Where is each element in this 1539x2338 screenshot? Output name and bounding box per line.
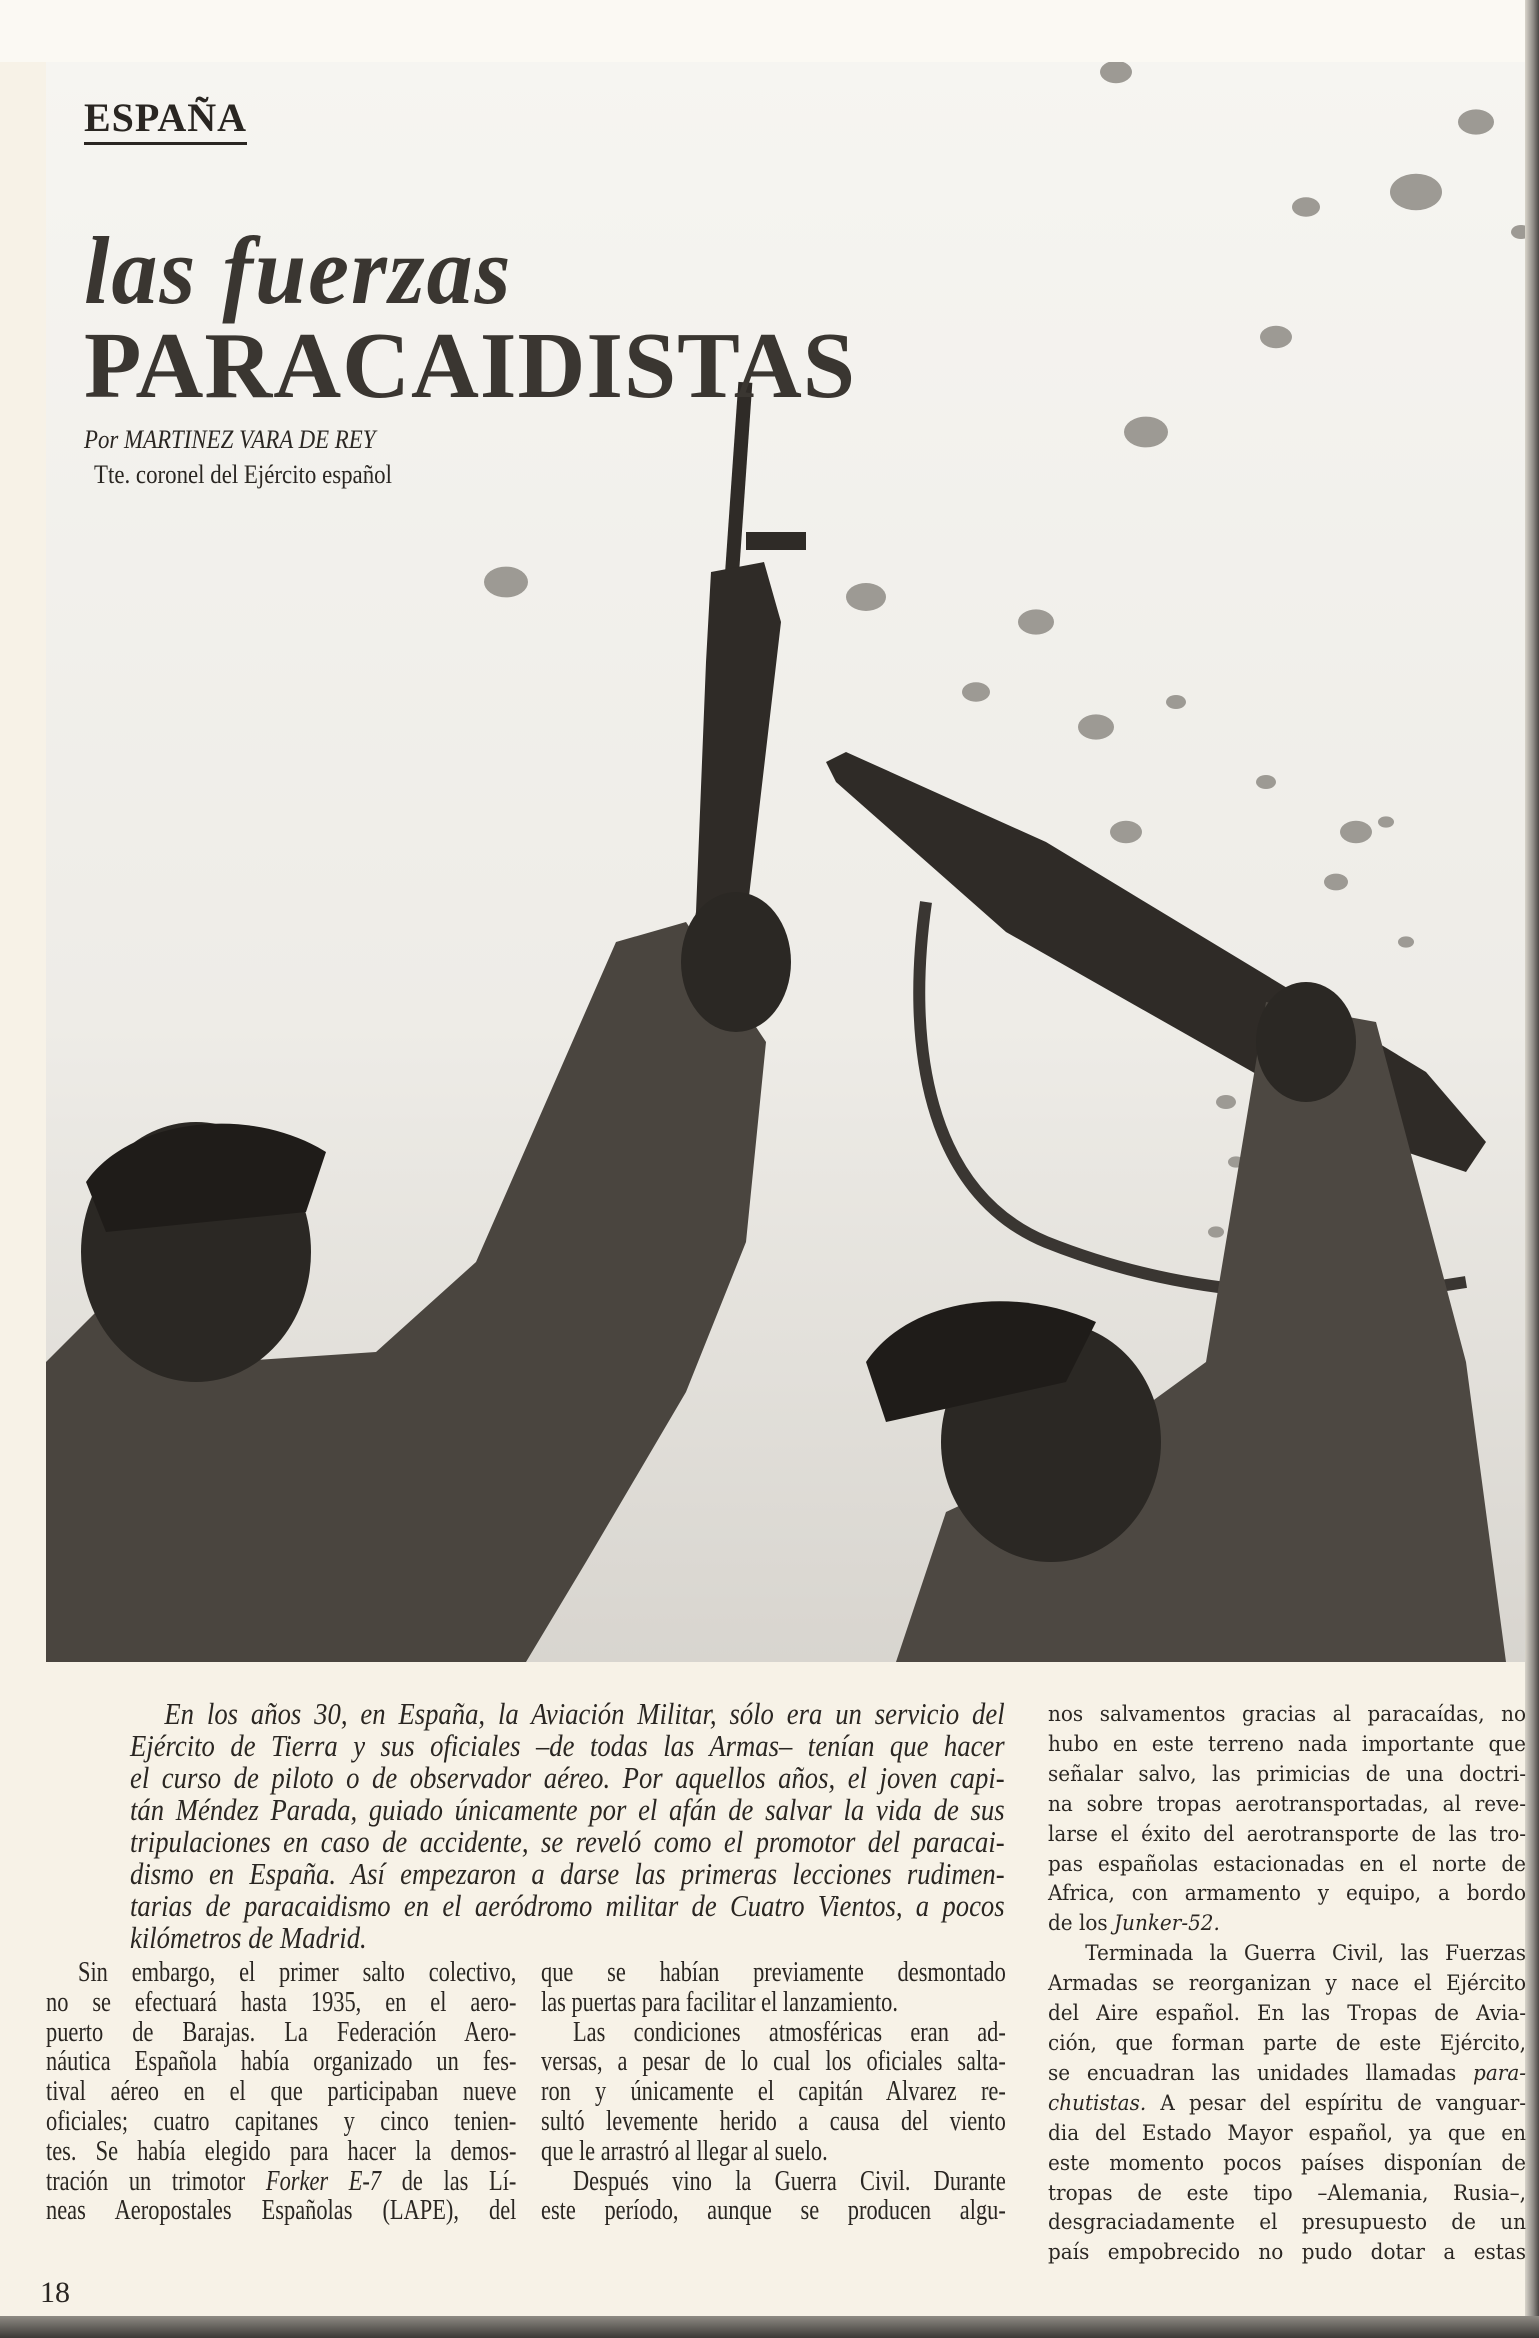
parachute-icon (1378, 816, 1394, 827)
page-binding-edge (1525, 0, 1539, 2338)
text-line: dismo en España. Así empezaron a darse las primeras lecciones rudimen- (130, 1856, 1005, 1891)
parachute-icon (1216, 1095, 1236, 1109)
text-line: hubo en este terreno nada importante que (1048, 1731, 1527, 1757)
text-line: se encuadran las unidades llamadas para- (1048, 2060, 1527, 2086)
parachute-icon (1124, 417, 1168, 448)
text-line: las puertas para facilitar el lanzamiento. (541, 1986, 898, 2018)
text-line: tival aéreo en el que participaban nueve (46, 2076, 517, 2108)
text-line: Después vino la Guerra Civil. Durante (573, 2165, 1006, 2197)
text-line: ron y únicamente el capitán Alvarez re- (541, 2076, 1006, 2108)
parachute-icon (1018, 609, 1054, 634)
text-line: Terminada la Guerra Civil, las Fuerzas (1085, 1941, 1527, 1967)
text-line: puerto de Barajas. La Federación Aero- (46, 2016, 517, 2048)
page-top-margin (0, 0, 1539, 62)
parachute-icon (484, 567, 528, 598)
text-line: sultó levemente herido a causa del viento (541, 2105, 1006, 2137)
author-rank: Tte. coronel del Ejército español (94, 460, 392, 489)
parachute-icon (1390, 174, 1442, 210)
title-line-1: las fuerzas (84, 217, 513, 325)
title-line-2: PARACAIDISTAS (84, 314, 857, 418)
text-line: tes. Se había elegido para hacer la demos- (46, 2135, 517, 2167)
body-column-3 (1048, 1700, 1526, 2268)
parachute-icon (1256, 775, 1276, 789)
text-line: dia del Estado Mayor español, ya que en (1048, 2120, 1527, 2146)
text-line: kilómetros de Madrid. (130, 1920, 367, 1955)
body-column-1 (46, 1958, 516, 2226)
parachute-icon (1260, 326, 1292, 348)
section-label: ESPAÑA (84, 96, 247, 145)
text-line: chutistas. A pesar del espíritu de vanguar- (1048, 2090, 1527, 2116)
parachute-icon (962, 682, 990, 702)
text-line: Ejército de Tierra y sus oficiales –de todas las Armas– tenían que hacer (130, 1728, 1005, 1763)
text-line: Las condiciones atmosféricas eran ad- (573, 2016, 1006, 2048)
text-line: náutica Española había organizado un fes- (46, 2046, 517, 2078)
text-line: tración un trimotor Forker E-7 de las Lí- (46, 2165, 517, 2197)
text-line: tripulaciones en caso de accidente, se reveló como el promotor del paracai- (130, 1824, 1005, 1859)
byline: Por MARTINEZ VARA DE REY (84, 425, 376, 454)
text-line: ción, que forman parte de este Ejército, (1048, 2030, 1527, 2056)
text-line: no se efectuará hasta 1935, en el aero- (46, 1986, 517, 2018)
parachute-icon (1458, 109, 1494, 134)
text-line: señalar salvo, las primicias de una doctri- (1048, 1761, 1527, 1787)
text-line: tarias de paracaidismo en el aeródromo militar de Cuatro Vientos, a pocos (130, 1888, 1005, 1923)
body-column-2 (541, 1958, 1006, 2226)
parachute-icon (1292, 197, 1320, 217)
text-line: que le arrastró al llegar al suelo. (541, 2135, 828, 2167)
text-line: país empobrecido no pudo dotar a estas (1048, 2240, 1527, 2266)
text-line: versas, a pesar de lo cual los oficiales salta- (541, 2046, 1006, 2078)
parachute-icon (1398, 936, 1414, 947)
text-line: larse el éxito del aerotransporte de las tro- (1048, 1821, 1527, 1847)
parachute-icon (846, 583, 886, 611)
parachute-icon (1208, 1226, 1224, 1237)
text-line: del Aire español. En las Tropas de Avia- (1048, 2001, 1527, 2027)
text-line: nos salvamentos gracias al paracaídas, no (1048, 1702, 1527, 1727)
text-line: neas Aeropostales Españolas (LAPE), del (46, 2195, 517, 2227)
text-line: que se habían previamente desmontado (541, 1957, 1006, 1988)
intro-paragraph (130, 1698, 1005, 1954)
text-line: oficiales; cuatro capitanes y cinco tenien- (46, 2105, 517, 2137)
parachute-icon (1110, 821, 1142, 843)
text-line: desgraciadamente el presupuesto de un (1048, 2210, 1527, 2236)
parachute-icon (1340, 821, 1372, 843)
text-line: este momento pocos países disponían de (1048, 2150, 1527, 2176)
text-line: Sin embargo, el primer salto colectivo, (78, 1957, 517, 1988)
text-line: pas españolas estacionadas en el norte de (1048, 1851, 1527, 1877)
text-line: Africa, con armamento y equipo, a bordo (1048, 1881, 1527, 1907)
parachute-icon (1166, 695, 1186, 709)
text-line: de los Junker-52. (1048, 1911, 1220, 1937)
page-bottom-edge (0, 2316, 1539, 2338)
text-line: na sobre tropas aerotransportadas, al reve- (1048, 1791, 1527, 1817)
text-line: Armadas se reorganizan y nace el Ejército (1048, 1971, 1527, 1997)
parachute-icon (1324, 874, 1348, 891)
text-line: el curso de piloto o de observador aéreo. Por aquellos años, el joven capi- (130, 1760, 1005, 1795)
text-line: En los años 30, en España, la Aviación Militar, sólo era un servicio del (164, 1696, 1005, 1731)
text-line: tán Méndez Parada, guiado únicamente por el afán de salvar la vida de sus (130, 1792, 1005, 1827)
text-line: este período, aunque se producen algu- (541, 2195, 1006, 2227)
parachute-icon (1078, 714, 1114, 739)
page-number: 18 (40, 2276, 70, 2309)
text-line: tropas de este tipo –Alemania, Rusia–, (1048, 2180, 1527, 2206)
